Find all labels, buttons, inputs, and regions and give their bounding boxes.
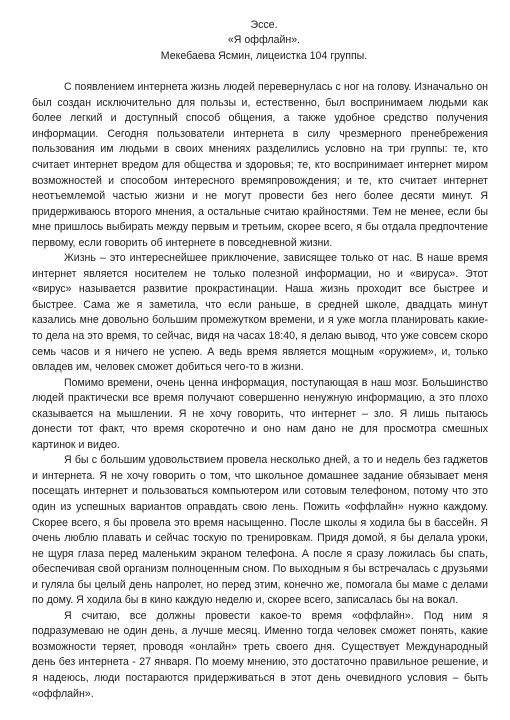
essay-title: «Я оффлайн». <box>227 34 301 47</box>
paragraph-offline-days: Я бы с большим удовольствием провела несколько дней, а то и недель без гаджетов и интернета. Я не хочу говорить о том, что школьное домашнее задание обязывает меня посещать интернет и пользоваться компьютером или сотовым телефоном, потому что это один из успешных вариантов оправдать свою лень. Пожить «оффлайн» нужно каждому. Скорее всего, я бы провела это время насыщенно. После школы я ходила бы в бассейн. Я очень люблю плавать и сейчас тоскую по тренировкам. Придя домой, я бы делала уроки, не щуря глаза перед маленьким экраном телефона. А после я сразу ложилась бы спать, обеспечивая свой организм полноценным сном. По выходным я бы встречалась с друзьями и гуляла бы целый день напролет, но перед этим, конечно же, помогала бы маме с делами по дому. Я ходила бы в кино каждую неделю и, скорее всего, записалась бы на вокал. <box>32 454 488 607</box>
paragraph-life-and-time: Жизнь – это интереснейшее приключение, зависящее только от нас. В наше время интернет является носителем не только полезной информации, но и «вируса». Этот «вирус» называется развитие прокрастинации. Наша жизнь проходит все быстрее и быстрее. Сама же я заметила, что если раньше, в средней школе, двадцать минут казались мне довольно большим промежутком времени, и я уже могла планировать какие-то дела на это время, то сейчас, видя на часах 18:40, я делаю вывод, что уже совсем скоро семь часов и я ничего не успею. А ведь время является мощным «оружием», и, только овладев им, человек сможет добиться чего-то в жизни. <box>32 252 488 374</box>
essay-header <box>32 18 488 64</box>
essay-genre: Эссе. <box>250 19 278 31</box>
paragraph-conclusion: Я считаю, все должны провести какое-то время «оффлайн». Под ним я подразумеваю не один день, а лучше месяц. Именно тогда человек сможет понять, какие возможности теряет, проводя «онлайн» треть своего дня. Существует Международный день без интернета - 27 января. По моему мнению, это достаточно правильное решение, и я надеюсь, люди постараются придерживаться в этот день очевидного условия – быть «оффлайн». <box>32 609 488 700</box>
paragraph-introduction: С появлением интернета жизнь людей перевернулась с ног на голову. Изначально он был создан исключительно для пользы и, естественно, был воспринимаем людьми как более легкий и доступный способ общения, а также удобное средство получения информации. Сегодня пользователи интернета в силу чрезмерного пренебрежения пользования им людьми в своих мнениях разделились условно на три группы: те, кто считает интернет вредом для общества и здоровья; те, кто воспринимает интернет миром возможностей и способом интересного времяпровождения; и те, кто считает интернет неотъемлемой частью жизни и не могут провести без него более десяти минут. Я придерживаюсь второго мнения, а остальные считаю крайностями. Тем не менее, если бы мне пришлось выбирать между первым и третьим, скорее всего, я бы отдала предпочтение первому, если говорить об интернете в повседневной жизни. <box>32 81 488 249</box>
paragraph-information: Помимо времени, очень ценна информация, поступающая в наш мозг. Большинство людей практически все время получают совершенно ненужную информацию, а это плохо сказывается на мышлении. Я не хочу говорить, что интернет – зло. Я лишь пытаюсь донести тот факт, что время скоротечно и оно нам дано не для просмотра смешных картинок и видео. <box>32 376 488 451</box>
essay-author: Мекебаева Ясмин, лицеистка 104 группы. <box>160 49 368 62</box>
